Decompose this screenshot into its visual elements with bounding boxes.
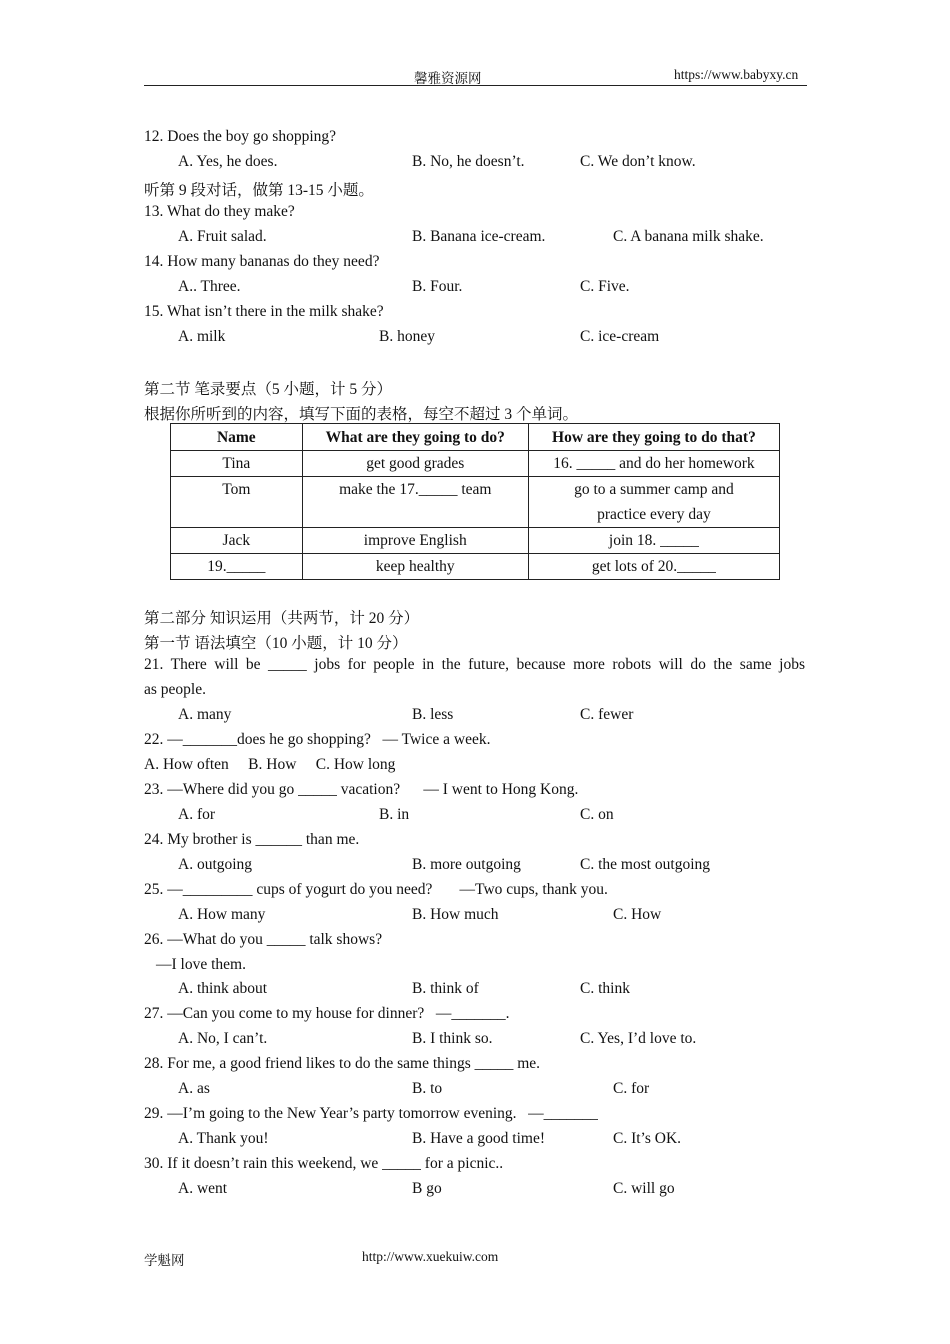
q26-option-c: C. think bbox=[580, 980, 630, 997]
q12-option-c: C. We don’t know. bbox=[580, 153, 696, 170]
footer-url[interactable]: http://www.xuekuiw.com bbox=[362, 1249, 499, 1264]
q23-option-b: B. in bbox=[379, 806, 410, 823]
q14-option-a: A.. Three. bbox=[178, 278, 241, 295]
table-row bbox=[171, 477, 780, 528]
q21-option-c: C. fewer bbox=[580, 706, 634, 723]
question-29: 29. —I’m going to the New Year’s party tomorrow evening. —_______ bbox=[144, 1105, 598, 1122]
q25-option-c: C. How bbox=[613, 906, 662, 923]
q13-option-a: A. Fruit salad. bbox=[178, 228, 267, 245]
q27-option-b: B. I think so. bbox=[412, 1030, 493, 1047]
q29-option-b: B. Have a good time! bbox=[412, 1130, 546, 1147]
cell-plan-tina: get good grades bbox=[302, 451, 528, 477]
question-30: 30. If it doesn’t rain this weekend, we _____ for a picnic.. bbox=[144, 1155, 504, 1172]
question-12: 12. Does the boy go shopping? bbox=[144, 128, 337, 145]
q28-option-c: C. for bbox=[613, 1080, 650, 1097]
question-21: 21. There will be _____ jobs for people in the future, because more robots will do the same jobs bbox=[144, 656, 805, 673]
table-row bbox=[171, 528, 780, 554]
part2-title: 第二部分 知识运用（共两节，计 20 分） bbox=[144, 610, 420, 627]
q28-option-a: A. as bbox=[178, 1080, 210, 1097]
question-27: 27. —Can you come to my house for dinner? —_______. bbox=[144, 1005, 510, 1022]
q24-option-b: B. more outgoing bbox=[412, 856, 521, 873]
q21-option-a: A. many bbox=[178, 706, 232, 723]
q29-option-a: A. Thank you! bbox=[178, 1130, 269, 1147]
cell-name-jack: Jack bbox=[171, 528, 303, 554]
q21-option-b: B. less bbox=[412, 706, 454, 723]
table-row bbox=[171, 554, 780, 580]
q14-option-c: C. Five. bbox=[580, 278, 630, 295]
cell-method-tom-line2: practice every day bbox=[597, 506, 711, 523]
cell-name-tina: Tina bbox=[171, 451, 303, 477]
question-26-reply: —I love them. bbox=[156, 956, 246, 973]
note-section-instruction: 根据你所听到的内容，填写下面的表格，每空不超过 3 个单词。 bbox=[144, 406, 579, 423]
q28-option-b: B. to bbox=[412, 1080, 443, 1097]
q13-option-c: C. A banana milk shake. bbox=[613, 228, 764, 245]
cell-method-jack: join 18. _____ bbox=[528, 528, 779, 554]
cell-method-tom bbox=[528, 477, 779, 528]
q15-option-b: B. honey bbox=[379, 328, 435, 345]
part2-section1-title: 第一节 语法填空（10 小题，计 10 分） bbox=[144, 635, 408, 652]
q27-option-c: C. Yes, I’d love to. bbox=[580, 1030, 697, 1047]
notes-table bbox=[170, 423, 780, 580]
cell-plan-jack: improve English bbox=[302, 528, 528, 554]
table-header-row bbox=[171, 424, 780, 451]
header-url[interactable]: https://www.babyxy.cn bbox=[674, 67, 799, 82]
cell-method-tom-line1: go to a summer camp and bbox=[574, 481, 734, 498]
q15-option-c: C. ice-cream bbox=[580, 328, 660, 345]
cell-name-blank: 19._____ bbox=[171, 554, 303, 580]
q23-option-c: C. on bbox=[580, 806, 614, 823]
q25-option-a: A. How many bbox=[178, 906, 266, 923]
q25-option-b: B. How much bbox=[412, 906, 499, 923]
cell-plan-blank: keep healthy bbox=[302, 554, 528, 580]
note-section-title: 第二节 笔录要点（5 小题，计 5 分） bbox=[144, 381, 393, 398]
cell-plan-tom: make the 17._____ team bbox=[302, 477, 528, 528]
q29-option-c: C. It’s OK. bbox=[613, 1130, 682, 1147]
cell-method-blank: get lots of 20._____ bbox=[528, 554, 779, 580]
question-14: 14. How many bananas do they need? bbox=[144, 253, 380, 270]
question-21-cont: as people. bbox=[144, 681, 206, 698]
question-22: 22. —_______does he go shopping? — Twice a week. bbox=[144, 731, 491, 748]
cell-name-tom: Tom bbox=[171, 477, 303, 528]
question-15: 15. What isn’t there in the milk shake? bbox=[144, 303, 384, 320]
header-plan: What are they going to do? bbox=[302, 424, 528, 451]
q23-option-a: A. for bbox=[178, 806, 216, 823]
q30-option-c: C. will go bbox=[613, 1180, 675, 1197]
question-23: 23. —Where did you go _____ vacation? — I went to Hong Kong. bbox=[144, 781, 579, 798]
q12-option-a: A. Yes, he does. bbox=[178, 153, 278, 170]
header-name: Name bbox=[171, 424, 303, 451]
question-24: 24. My brother is ______ than me. bbox=[144, 831, 360, 848]
header-method: How are they going to do that? bbox=[528, 424, 779, 451]
q24-option-c: C. the most outgoing bbox=[580, 856, 711, 873]
q26-option-a: A. think about bbox=[178, 980, 268, 997]
q26-option-b: B. think of bbox=[412, 980, 479, 997]
question-25: 25. —_________ cups of yogurt do you need? —Two cups, thank you. bbox=[144, 881, 608, 898]
cell-method-tina: 16. _____ and do her homework bbox=[528, 451, 779, 477]
q22-options: A. How often B. How C. How long bbox=[144, 756, 396, 773]
footer-site-name: 学魁网 bbox=[144, 1253, 185, 1268]
question-28: 28. For me, a good friend likes to do the same things _____ me. bbox=[144, 1055, 541, 1072]
q30-option-b: B go bbox=[412, 1180, 442, 1197]
q13-option-b: B. Banana ice-cream. bbox=[412, 228, 546, 245]
table-row bbox=[171, 451, 780, 477]
header-divider bbox=[144, 85, 807, 86]
q27-option-a: A. No, I can’t. bbox=[178, 1030, 268, 1047]
q30-option-a: A. went bbox=[178, 1180, 228, 1197]
question-13: 13. What do they make? bbox=[144, 203, 295, 220]
header-site-name: 馨雅资源网 bbox=[414, 71, 482, 86]
q15-option-a: A. milk bbox=[178, 328, 226, 345]
q14-option-b: B. Four. bbox=[412, 278, 463, 295]
q12-option-b: B. No, he doesn’t. bbox=[412, 153, 525, 170]
question-26: 26. —What do you _____ talk shows? bbox=[144, 931, 383, 948]
section9-instruction: 听第 9 段对话，做第 13-15 小题。 bbox=[144, 182, 374, 199]
q24-option-a: A. outgoing bbox=[178, 856, 253, 873]
